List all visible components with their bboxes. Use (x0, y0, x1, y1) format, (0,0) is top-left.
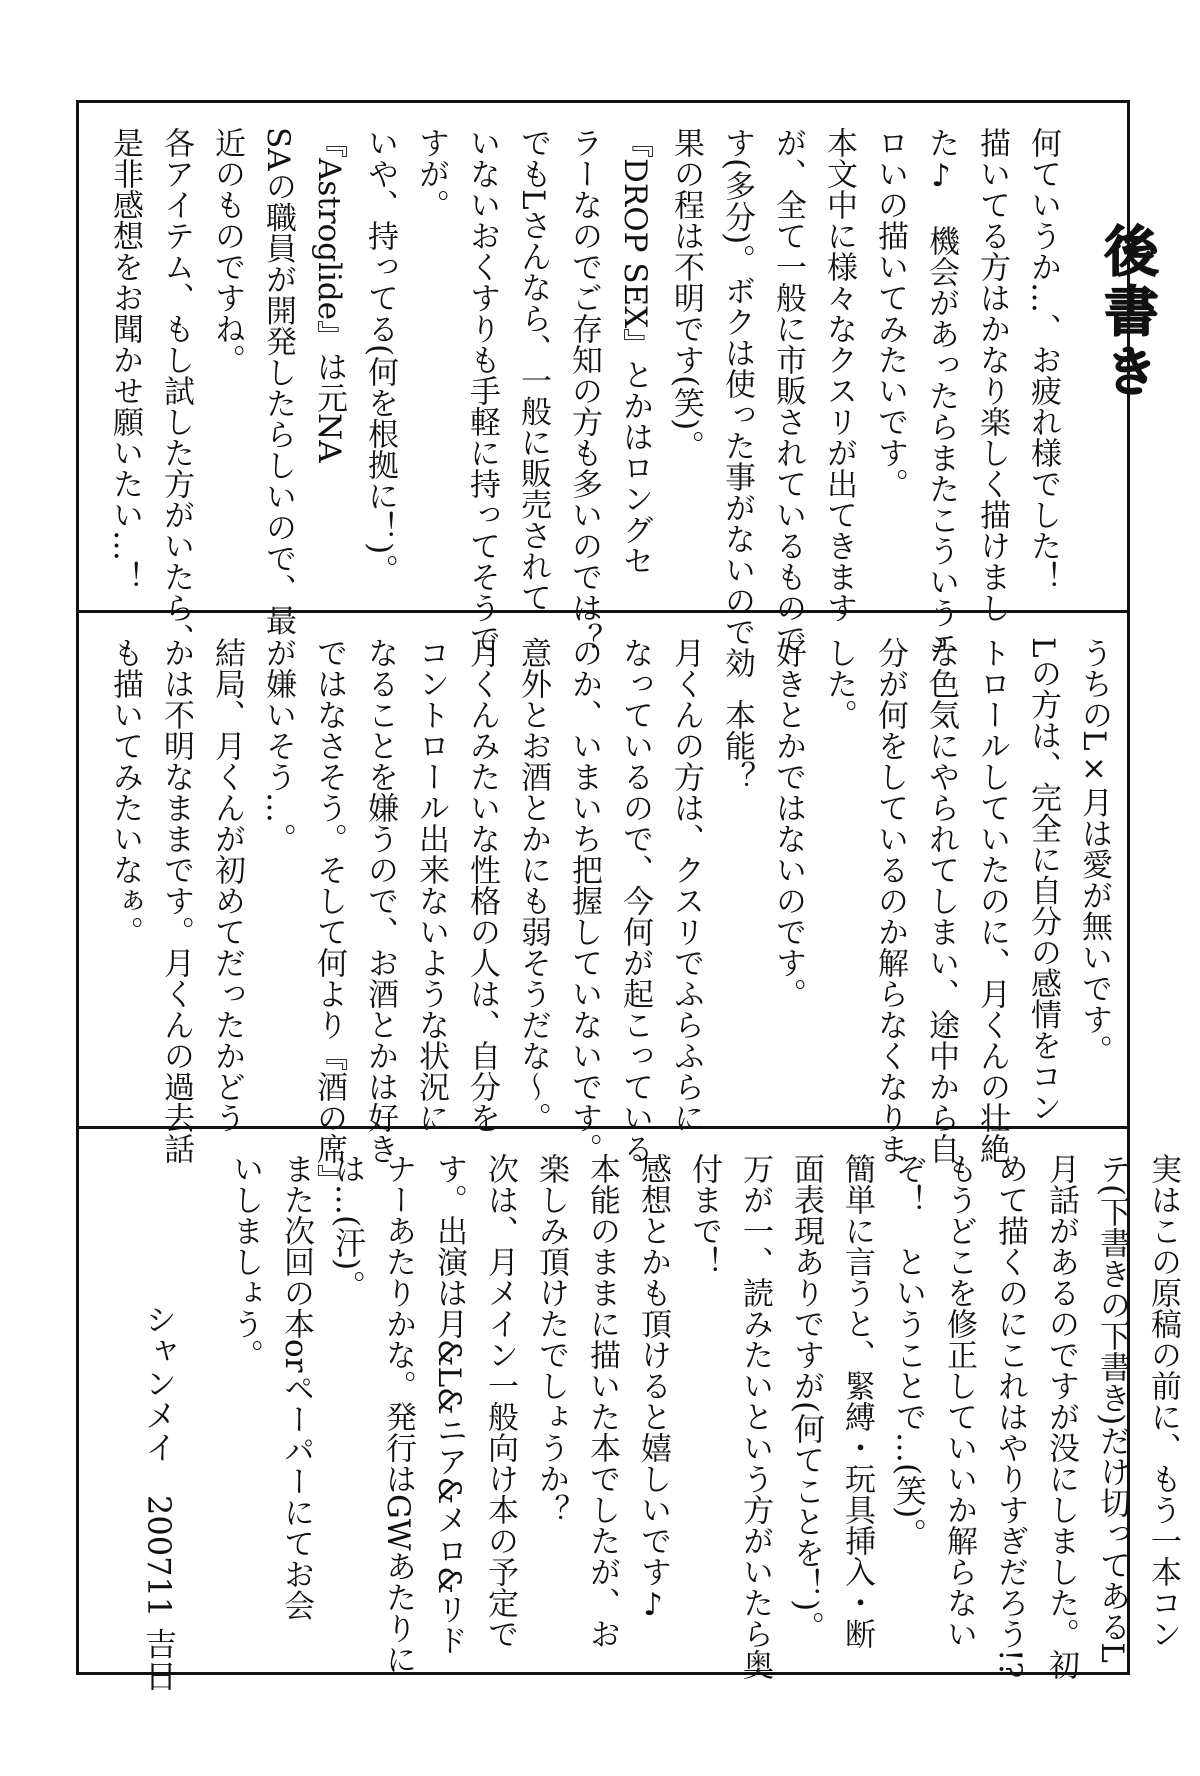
text-line: Lの方は、完全に自分の感情をコン (1025, 637, 1061, 1123)
text-line: なることを嫌うので、お酒とかは好き (362, 637, 398, 1164)
text-line: 本能のままに描いた本でしたが、お (584, 1153, 620, 1649)
text-line: ラーなのでご存知の方も多いのでは？ (566, 127, 602, 654)
text-line: なっているので、今何が起こっている (617, 637, 653, 1164)
page-title: 後書き (1096, 223, 1159, 403)
text-line: 意外とお酒とかにも弱そうだな～。 (515, 637, 551, 1133)
text-line: SAの職員が開発したらしいので、最 (260, 127, 296, 636)
text-line: 本能？ (719, 699, 755, 792)
text-line: 近のものですね。 (209, 127, 245, 375)
text-line: テ(下書きの下書き)だけ切ってあるL (1094, 1153, 1130, 1663)
text-line: 描いてる方はかなり楽しく描けまし (974, 127, 1010, 623)
text-line: は…(汗)。 (329, 1153, 365, 1302)
text-line: ロいの描いてみたいです。 (872, 127, 908, 499)
text-line: 簡単に言うと、緊縛・玩具挿入・断 (839, 1153, 875, 1649)
text-line: いしましょう。 (227, 1153, 263, 1370)
section-1-text (99, 127, 1186, 679)
text-line: かは不明なままです。月くんの過去話 (158, 637, 194, 1164)
afterword-frame (76, 100, 1181, 1692)
text-line: 分が何をしているのか解らなくなりま (872, 637, 908, 1164)
text-line: もうどこを修正していいか解らない (941, 1153, 977, 1649)
section-2 (79, 613, 1127, 1195)
text-line: ぞ！ ということで…(笑)。 (890, 1153, 926, 1550)
text-line: でもLさんなら、一般に販売されて (515, 127, 551, 613)
text-line: うちのL×月は愛が無いです。 (1076, 637, 1112, 1066)
text-line: 『Astroglide』は元NA (311, 127, 347, 463)
signature: シャンメイ 200711 吉日 (140, 1303, 178, 1692)
text-line: が嫌いそう…。 (260, 637, 296, 854)
text-line: 好きとかではないのです。 (770, 637, 806, 1009)
text-line: 実はこの原稿の前に、もう一本コン (1145, 1153, 1181, 1649)
text-line: 是非感想をお聞かせ願いたい…！ (107, 127, 143, 592)
text-line: めて描くのにこれはやりすぎだろう!? (992, 1153, 1028, 1679)
text-line: な色気にやられてしまい、途中から自 (923, 637, 959, 1164)
text-line: す(多分)。ボクは使った事がないので効 (719, 127, 755, 679)
text-line: 『DROP SEX』とかはロングセ (617, 127, 653, 577)
text-line: 楽しみ頂けたでしょうか？ (533, 1153, 569, 1525)
text-line: 感想とかも頂けると嬉しいです♪ (635, 1153, 671, 1623)
section-3-text (99, 1153, 1188, 1692)
text-line: が、全て一般に市販されているもので (770, 127, 806, 654)
text-line: 次は、月メイン一般向け本の予定で (482, 1153, 518, 1649)
text-line: 万が一、読みたいという方がいたら奥 (737, 1153, 773, 1680)
text-line: 面表現ありですが(何てことを！)。 (788, 1153, 824, 1643)
text-line: すが。 (413, 127, 449, 220)
section-2-text (99, 637, 1119, 1195)
text-line: 各アイテム、もし試した方がいたら、 (158, 127, 194, 654)
text-line: 付まで！ (686, 1153, 722, 1277)
text-line: 月くんみたいな性格の人は、自分を (464, 637, 500, 1133)
text-line: た♪ 機会があったらまたこういうエ (923, 127, 959, 659)
text-line: 何ていうか…、お疲れ様でした！ (1025, 127, 1061, 592)
text-line: も描いてみたいなぁ。 (107, 637, 143, 947)
text-line: また次回の本orペーパーにてお会 (278, 1153, 314, 1621)
section-1 (79, 103, 1159, 679)
text-line: 本文中に様々なクスリが出てきます (821, 127, 857, 623)
text-line: 月話があるのですが没にしました。初 (1043, 1153, 1079, 1680)
text-line: コントロール出来ないような状況に (413, 637, 449, 1133)
text-line: 月くんの方は、クスリでふらふらに (668, 637, 704, 1133)
text-line: のか、いまいち把握していないです。 (566, 637, 602, 1164)
text-line: ナーあたりかな。発行はGWあたりに (380, 1153, 416, 1675)
text-line: いや、持ってる(何を根拠に！)。 (362, 127, 398, 586)
text-line: す。出演は月&L&ニア&メロ&リド (431, 1153, 467, 1656)
text-line: 結局、月くんが初めてだったかどう (209, 637, 245, 1133)
text-line: いないおくすりも手軽に持ってそうで (464, 127, 500, 654)
section-3 (79, 1129, 1181, 1692)
text-line: ではなさそう。そして何より『酒の席』 (311, 637, 347, 1195)
text-line: 果の程は不明です(笑)。 (668, 127, 704, 462)
text-line: トロールしていたのに、月くんの壮絶 (974, 637, 1010, 1164)
text-line: した。 (821, 637, 857, 730)
